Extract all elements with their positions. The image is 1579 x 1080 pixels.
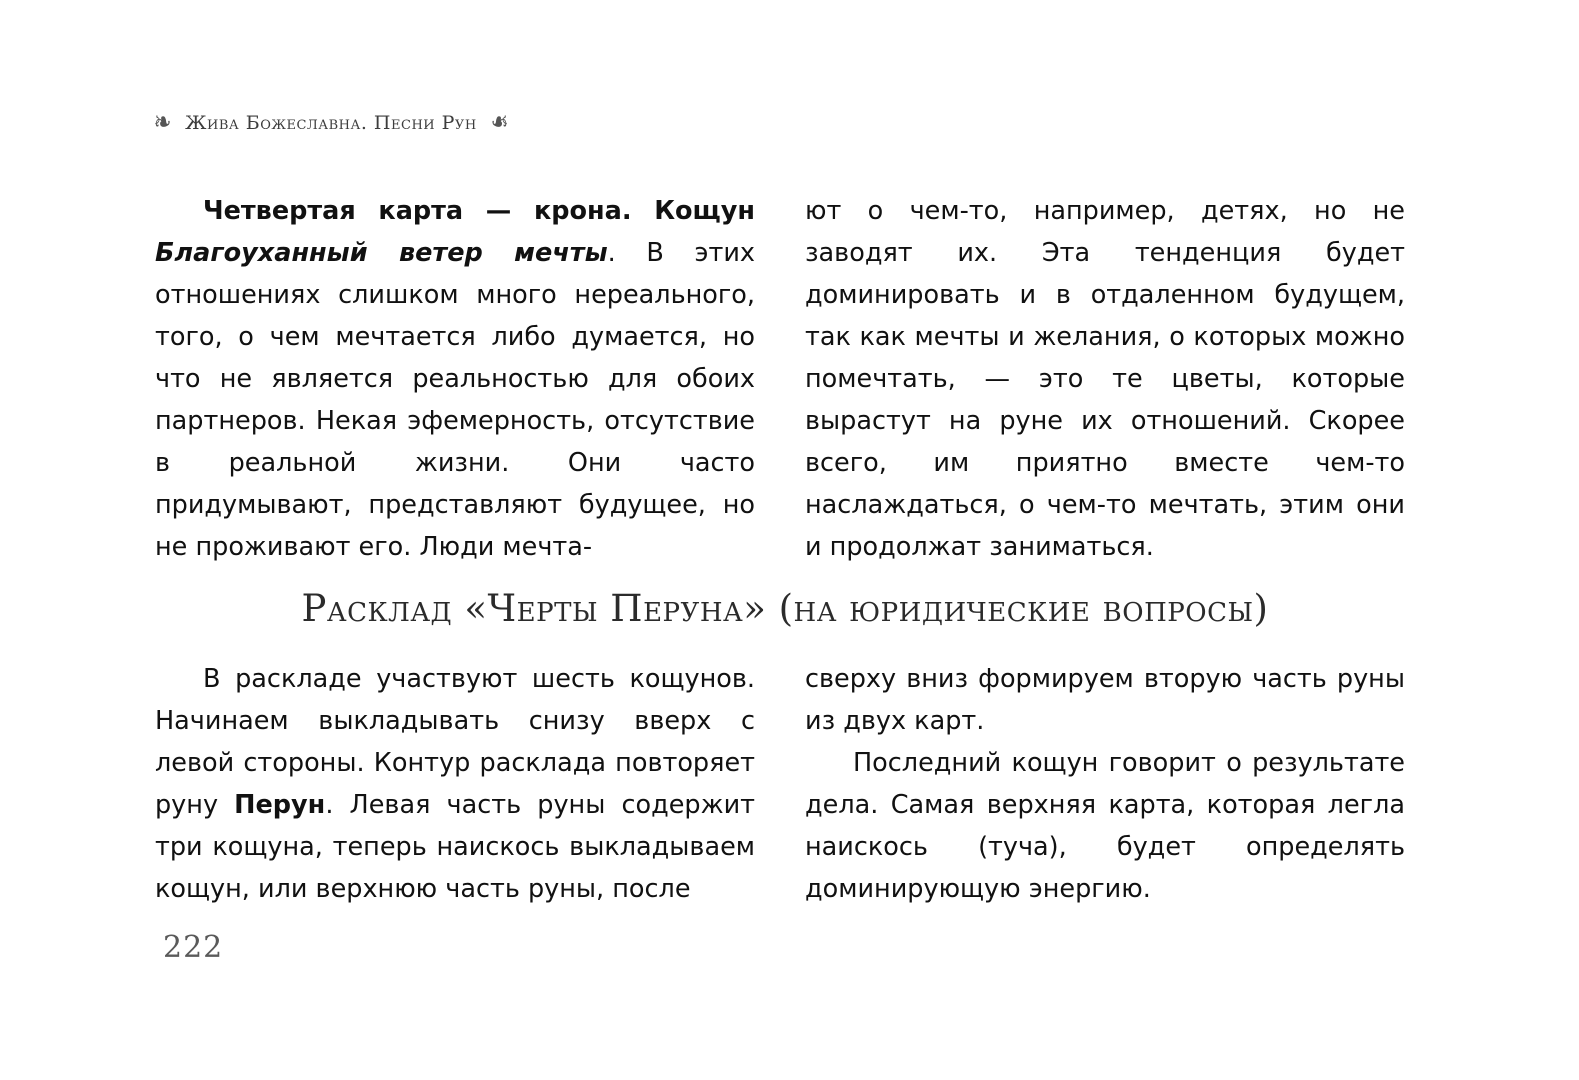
rune-name-bold: Перун — [234, 790, 326, 820]
section-heading: Расклад «Черты Перуна» (на юридические вопросы) — [301, 586, 1269, 630]
paragraph-bottom-right-1: сверху вниз формируем вторую часть руны из двух карт. — [805, 664, 1405, 736]
ornament-right-icon: ❧ — [490, 105, 509, 140]
paragraph-top-left — [155, 190, 755, 568]
bottom-left-column — [155, 658, 755, 910]
paragraph-bottom-left — [155, 658, 755, 910]
ornament-left-icon: ❧ — [153, 105, 172, 140]
paragraph-bottom-right-2: Последний кощун говорит о результате дела. Самая верхняя карта, которая легла наискось (туча), будет определять доминирующую энергию. — [805, 748, 1405, 904]
page-number: 222 — [163, 930, 224, 965]
lead-bold-text: Четвертая карта — крона. Кощун — [203, 196, 755, 226]
top-right-column — [805, 190, 1405, 568]
paragraph-bottom-left-part2: . Левая часть руны содержит три кощуна, теперь наискось выкладываем кощун, или верхнюю часть руны, после — [155, 790, 755, 904]
paragraph-top-left-body: . В этих отношениях слишком много нереального, того, о чем мечтается либо думается, но что не является реальностью для обоих партнеров. Некая эфемерность, отсутствие в реальной жизни. Они часто придумывают, представляют будущее, но не проживают его. Люди мечта- — [155, 238, 755, 562]
lead-bold-italic-text: Благоуханный ветер мечты — [155, 238, 608, 268]
running-head — [150, 105, 512, 140]
bottom-right-column — [805, 658, 1405, 910]
paragraph-bottom-left-part1: В раскладе участвуют шесть кощунов. Начинаем выкладывать снизу вверх с левой стороны. Контур расклада повторяет руну — [155, 664, 755, 820]
paragraph-top-right: ют о чем-то, например, детях, но не заводят их. Эта тенденция будет доминировать и в отдаленном будущем, так как мечты и желания, о которых можно помечтать, — это те цветы, которые вырастут на руне их отношений. Скорее всего, им приятно вместе чем-то наслаждаться, о чем-то мечтать, этим они и продолжат заниматься. — [805, 196, 1405, 562]
top-left-column — [155, 190, 755, 568]
running-head-title: Жива Божеславна. Песни Рун — [185, 112, 477, 134]
